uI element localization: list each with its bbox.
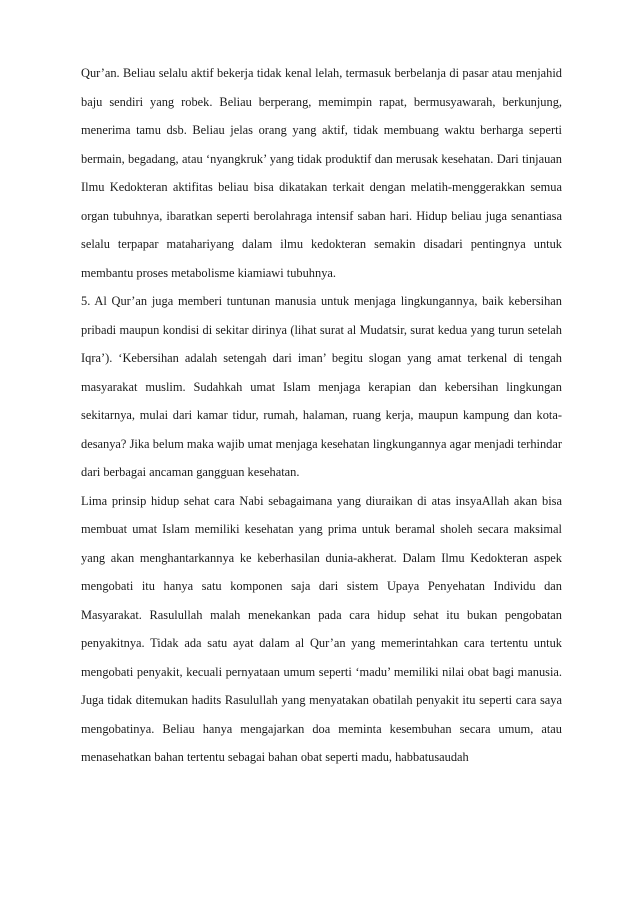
paragraph-five-principles: Lima prinsip hidup sehat cara Nabi sebagaimana yang diuraikan di atas insyaAllah akan bisa membuat umat Islam memiliki kesehatan yang prima untuk beramal sholeh secara maksimal yang akan menghantarkannya ke keberhasilan dunia-akherat. Dalam Ilmu Kedokteran aspek mengobati itu hanya satu komponen saja dari sistem Upaya Penyehatan Individu dan Masyarakat. Rasulullah malah menekankan pada cara hidup sehat itu bukan pengobatan penyakitnya. Tidak ada satu ayat dalam al Qur’an yang memerintahkan cara tertentu untuk mengobati penyakit, kecuali pernyataan umum seperti ‘madu’ memiliki nilai obat bagi manusia. Juga tidak ditemukan hadits Rasulullah yang menyatakan obatilah penyakit itu seperti cara saya mengobatinya. Beliau hanya mengajarkan doa meminta kesembuhan secara umum, atau menasehatkan bahan tertentu sebagai bahan obat seperti madu, habbatusaudah bbox=[81, 493, 562, 764]
paragraph-activity: Qur’an. Beliau selalu aktif bekerja tidak kenal lelah, termasuk berbelanja di pasar atau menjahid baju sendiri yang robek. Beliau berperang, memimpin rapat, bermusyawarah, berkunjung, menerima tamu dsb. Beliau jelas orang yang aktif, tidak membuang waktu berharga seperti bermain, begadang, atau ‘nyangkruk’ yang tidak produktif dan merusak kesehatan. Dari tinjauan Ilmu Kedokteran aktifitas beliau bisa dikatakan terkait dengan melatih-menggerakkan semua organ tubuhnya, ibaratkan seperti berolahraga intensif saban hari. Hidup beliau juga senantiasa selalu terpapar mataharіyang dalam ilmu kedokteran semakin disadari pentingnya untuk membantu proses metabolisme kiamiawi tubuhnya. bbox=[81, 66, 562, 280]
document-page bbox=[81, 59, 562, 772]
paragraph-cleanliness: 5. Al Qur’an juga memberi tuntunan manusia untuk menjaga lingkungannya, baik kebersihan pribadi maupun kondisi di sekitar dirinya (lihat surat al Mudatsir, surat kedua yang turun setelah Iqra’). ‘Kebersihan adalah setengah dari iman’ begitu slogan yang amat terkenal di tengah masyarakat muslim. Sudahkah umat Islam menjaga kerapian dan kebersihan lingkungan sekitarnya, mulai dari kamar tidur, rumah, halaman, ruang kerja, maupun kampung dan kota-desanya? Jika belum maka wajib umat menjaga kesehatan lingkungannya agar menjadi terhindar dari berbagai ancaman gangguan kesehatan. bbox=[81, 294, 562, 479]
